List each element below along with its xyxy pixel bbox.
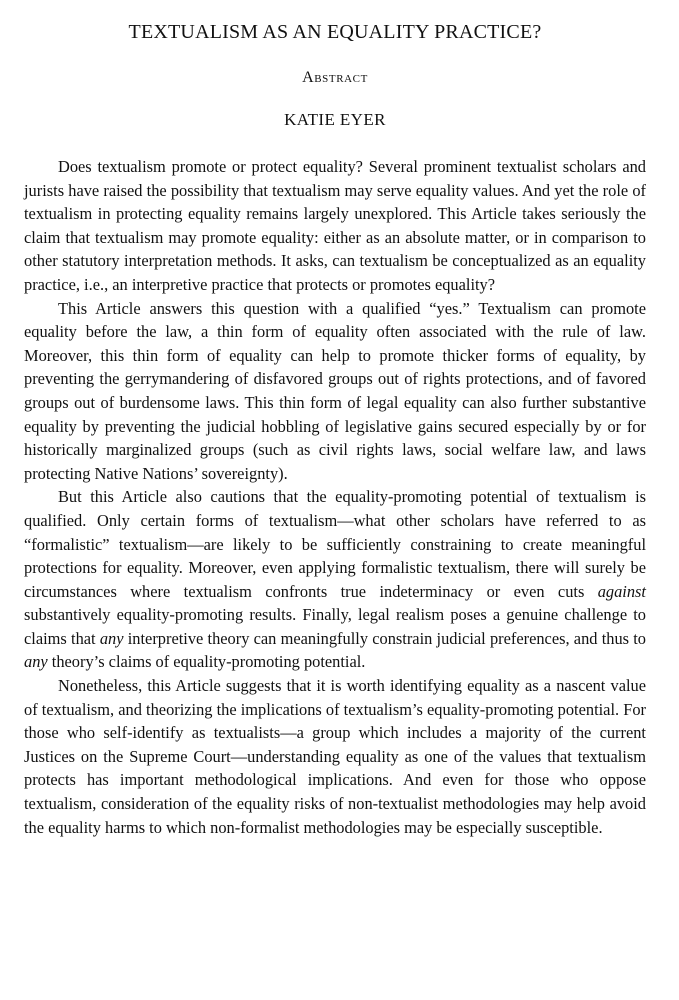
abstract-body	[24, 155, 646, 839]
abstract-paragraph-2	[24, 297, 646, 486]
paragraph-text: theory’s claims of equality-promoting potential.	[47, 652, 366, 672]
paragraph-text: substantively equality-promoting results. Finally, legal realism poses a genuine challenge to claims that	[24, 605, 646, 648]
paragraph-text: Does textualism promote or protect equality? Several prominent textualist scholars and jurists have raised the possibility that textualism may serve equality values. And yet the role of textualism in protecting equality remains largely unexplored. This Article takes seriously the claim that textualism may promote equality: either as an absolute matter, or in comparison to other statutory interpretation methods. It asks, can textualism be conceptualized as an equality practice, i.e., an interpretive practice that protects or promotes equality?	[24, 157, 646, 294]
paragraph-text: But this Article also cautions that the equality-promoting potential of textualism is qualified. Only certain forms of textualism—what other scholars have referred to as “formalistic” textualism—are likely to be sufficiently constraining to create meaningful protections for equality. Moreover, even applying formalistic textualism, there will surely be circumstances where textualism confronts true indeterminacy or even cuts	[24, 487, 646, 601]
abstract-paragraph-4	[24, 674, 646, 839]
emphasis-any: any	[99, 628, 124, 648]
paragraph-text: Nonetheless, this Article suggests that it is worth identifying equality as a nascent value of textualism, and theorizing the implications of textualism’s equality-promoting potential. For those who self-identify as textualists—a group which includes a majority of the current Justices on the Supreme Court—understanding equality as one of the values that textualism protects has important methodological implications. And even for those who oppose textualism, consideration of the equality risks of non-textualist methodologies may help avoid the equality harms to which non-formalist methodologies may be especially susceptible.	[24, 676, 646, 837]
author-name: KATIE EYER	[284, 110, 386, 129]
paragraph-text: This Article answers this question with a qualified “yes.” Textualism can promote equality before the law, a thin form of equality often associated with the rule of law. Moreover, this thin form of equality can help to promote thicker forms of equality, by preventing the gerrymandering of disfavored groups out of rights protections, and of favored groups out of burdensome laws. This thin form of legal equality can also further substantive equality by preventing the judicial hobbling of legislative gains secured especially by or for historically marginalized groups (such as civil rights laws, social welfare law, and laws protecting Native Nations’ sovereignty).	[24, 298, 646, 483]
abstract-paragraph-3	[24, 485, 646, 674]
abstract-heading: Abstract	[302, 69, 368, 86]
article-title: TEXTUALISM AS AN EQUALITY PRACTICE?	[128, 21, 542, 43]
emphasis-against: against	[597, 581, 646, 601]
abstract-paragraph-1	[24, 155, 646, 297]
emphasis-any: any	[24, 652, 48, 672]
paragraph-text: interpretive theory can meaningfully constrain judicial preferences, and thus to	[123, 628, 647, 648]
